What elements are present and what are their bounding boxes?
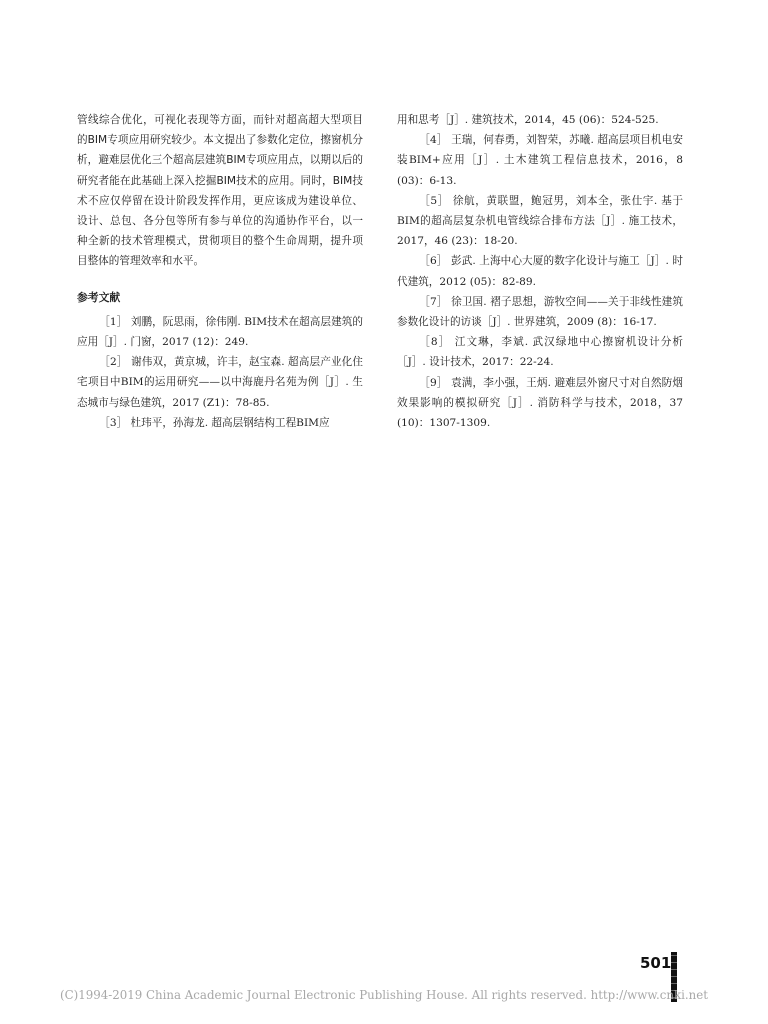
- reference-item: ［3］ 杜玮平，孙海龙. 超高层钢结构工程BIM应: [99, 416, 330, 429]
- left-column: [77, 110, 363, 433]
- reference-continuation: 用和思考［J］. 建筑技术，2014，45 (06)：524-525.: [397, 114, 659, 126]
- right-column: [397, 110, 683, 433]
- reference-item: ［4］ 王瑞，何春勇，刘智荣，苏曦. 超高层项目机电安装BIM+应用［J］. 土木建筑工程信息技术，2016，8 (03)：6-13.: [397, 134, 683, 187]
- reference-item: ［7］ 徐卫国. 褶子思想，游牧空间——关于非线性建筑参数化设计的访谈［J］. 世界建筑，2009 (8)：16-17.: [397, 295, 683, 329]
- reference-item: ［8］ 江文琳，李斌. 武汉绿地中心擦窗机设计分析［J］. 设计技术，2017：22-24.: [397, 336, 683, 369]
- reference-item: ［2］ 谢伟双，黄京城，许丰，赵宝森. 超高层产业化住宅项目中BIM的运用研究——以中海鹿丹名苑为例［J］. 生态城市与绿色建筑，2017 (Z1)：78-85.: [77, 356, 363, 409]
- reference-item: ［1］ 刘鹏，阮思雨，徐伟刚. BIM技术在超高层建筑的应用［J］. 门窗，2017 (12)：249.: [77, 315, 363, 349]
- reference-item: ［6］ 彭武. 上海中心大厦的数字化设计与施工［J］. 时代建筑，2012 (05)：82-89.: [397, 255, 683, 288]
- page-number: 501: [640, 954, 672, 972]
- reference-item: ［9］ 袁满，李小强，王炳. 避难层外窗尺寸对自然防烟效果影响的模拟研究［J］. 消防科学与技术，2018，37 (10)：1307-1309.: [397, 376, 683, 430]
- body-paragraph: 管线综合优化，可视化表现等方面，而针对超高超大型项目的BIM专项应用研究较少。本文提出了参数化定位，擦窗机分析，避难层优化三个超高层建筑BIM专项应用点，以期以后的研究者能在此基础上深入挖掘BIM技术的应用。同时，BIM技术不应仅停留在设计阶段发挥作用，更应该成为建设单位、设计、总包、各分包等所有参与单位的沟通协作平台，以一种全新的技术管理模式，贯彻项目的整个生命周期，提升项目整体的管理效率和水平。: [77, 114, 363, 268]
- copyright-footer: (C)1994-2019 China Academic Journal Electronic Publishing House. All rights reserved. http://www.cnki.net: [60, 988, 708, 1002]
- reference-item: ［5］ 徐航，黄联盟，鲍冠男，刘本全，张仕宇. 基于BIM的超高层复杂机电管线综合排布方法［J］. 施工技术，2017，46 (23)：18-20.: [397, 194, 683, 248]
- references-heading: 参考文献: [77, 290, 121, 304]
